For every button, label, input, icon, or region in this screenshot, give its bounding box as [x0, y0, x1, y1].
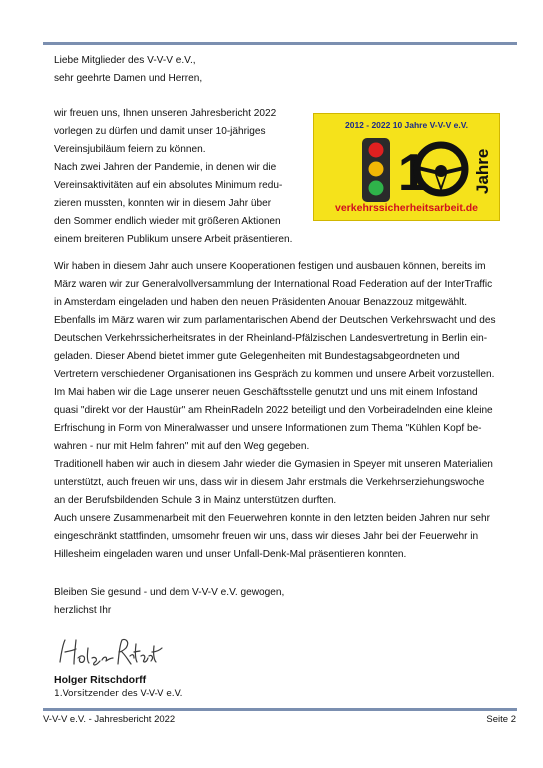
- page-number: Seite 2: [486, 714, 516, 725]
- closing-line: Bleiben Sie gesund - und dem V-V-V e.V. gewogen,: [54, 587, 285, 598]
- body-line: an der Berufsbildenden Schule 3 in Mainz unterstützen durften.: [54, 495, 337, 506]
- salutation-line: Liebe Mitglieder des V-V-V e.V.,: [54, 55, 196, 66]
- yellow-light-icon: [369, 162, 384, 177]
- body-line: geladen. Dieser Abend bietet immer gute Gelegenheiten mit Bundestagsabgeordneten und: [54, 351, 460, 362]
- intro-line: Vereinsaktivitäten auf ein absolutes Minimum redu-: [54, 180, 283, 191]
- intro-line: Vereinsjubiläum feiern zu können.: [54, 144, 206, 155]
- header-rule: [43, 42, 517, 45]
- closing-line: herzlichst Ihr: [54, 605, 112, 616]
- intro-line: wir freuen uns, Ihnen unseren Jahresbericht 2022: [54, 108, 277, 119]
- footer-rule: [43, 708, 517, 711]
- red-light-icon: [369, 143, 384, 158]
- salutation-line: sehr geehrte Damen und Herren,: [54, 73, 203, 84]
- body-line: Im Mai haben wir die Lage unserer neuen Geschäftsstelle genutzt und uns mit einem Infostand: [54, 387, 478, 398]
- body-line: in Amsterdam eingeladen und haben den neuen Präsidenten Anouar Benazzouz mitgewählt.: [54, 297, 468, 308]
- body-line: Wir haben in diesem Jahr auch unsere Kooperationen festigen und ausbauen können, bereits im: [54, 261, 486, 272]
- signer-name: Holger Ritschdorff: [54, 674, 147, 686]
- green-light-icon: [369, 181, 384, 196]
- anniversary-logo: [313, 113, 500, 221]
- body-line: Auch unsere Zusammenarbeit mit den Feuerwehren konnte in den letzten beiden Jahren nur sehr: [54, 513, 490, 524]
- intro-line: Nach zwei Jahren der Pandemie, in denen wir die: [54, 162, 277, 173]
- body-line: Ebenfalls im März waren wir zum parlamentarischen Abend der Deutschen Verkehrswacht und des: [54, 315, 496, 326]
- closing: [54, 584, 524, 620]
- intro-line: vorlegen zu dürfen und damit unser 10-jähriges: [54, 126, 266, 137]
- footer-title: V-V-V e.V. - Jahresbericht 2022: [43, 714, 176, 725]
- body-line: unterstützt, auch freuen wir uns, dass wir in diesem Jahr erstmals die Verkehrserziehungswoche: [54, 477, 485, 488]
- body-line: wahren - nur mit Helm fahren" mit auf den Weg gegeben.: [54, 441, 310, 452]
- steering-wheel-icon: [417, 145, 465, 193]
- intro-line: den Sommer endlich wieder mit größeren Aktionen: [54, 216, 281, 227]
- intro-line: zieren mussten, konnten wir in diesem Jahr über: [54, 198, 272, 209]
- signature-image: [56, 634, 166, 672]
- salutation: [54, 52, 524, 88]
- logo-headline: 2012 - 2022 10 Jahre V-V-V e.V.: [344, 120, 469, 130]
- body-line: Vertretern verschiedener Organisationen ins Gespräch zu kommen und unsere Arbeit vorzustellen.: [54, 369, 495, 380]
- body-line: Traditionell haben wir auch in diesem Jahr wieder die Gymasien in Speyer mit unseren Materialien: [54, 459, 493, 470]
- signer-role: 1.Vorsitzender des V-V-V e.V.: [54, 689, 183, 699]
- body-line: Deutschen Verkehrssicherheitsrates in der Rheinland-Pfälzischen Landesvertretung in Berlin ein-: [54, 333, 488, 344]
- body-line: März waren wir zur Generalvollversammlung der International Road Federation auf der InterTraffic: [54, 279, 493, 290]
- body-line: quasi "direkt vor der Haustür" am RheinRadeln 2022 beteiligt und den Vorbeiradelnden eine kleine: [54, 405, 493, 416]
- body-line: Erfrischung in Form von Mineralwasser und unsere Informationen zum Thema "Kühlen Kopf be-: [54, 423, 482, 434]
- logo-vertical-word: Jahre: [473, 148, 492, 194]
- body-line: eingeschränkt stattfinden, umsomehr freuen wir uns, dass wir dieses Jahr bei der Feuerwehr in: [54, 531, 479, 542]
- body-line: Hillesheim eingeladen waren und unser Unfall-Denk-Mal präsentieren konnten.: [54, 549, 407, 560]
- logo-url: verkehrssicherheitsarbeit.de: [335, 202, 478, 214]
- body-paragraph: [54, 258, 524, 564]
- intro-line: einem breiteren Publikum unsere Arbeit präsentieren.: [54, 234, 293, 245]
- logo-one-digit: 1: [398, 144, 427, 202]
